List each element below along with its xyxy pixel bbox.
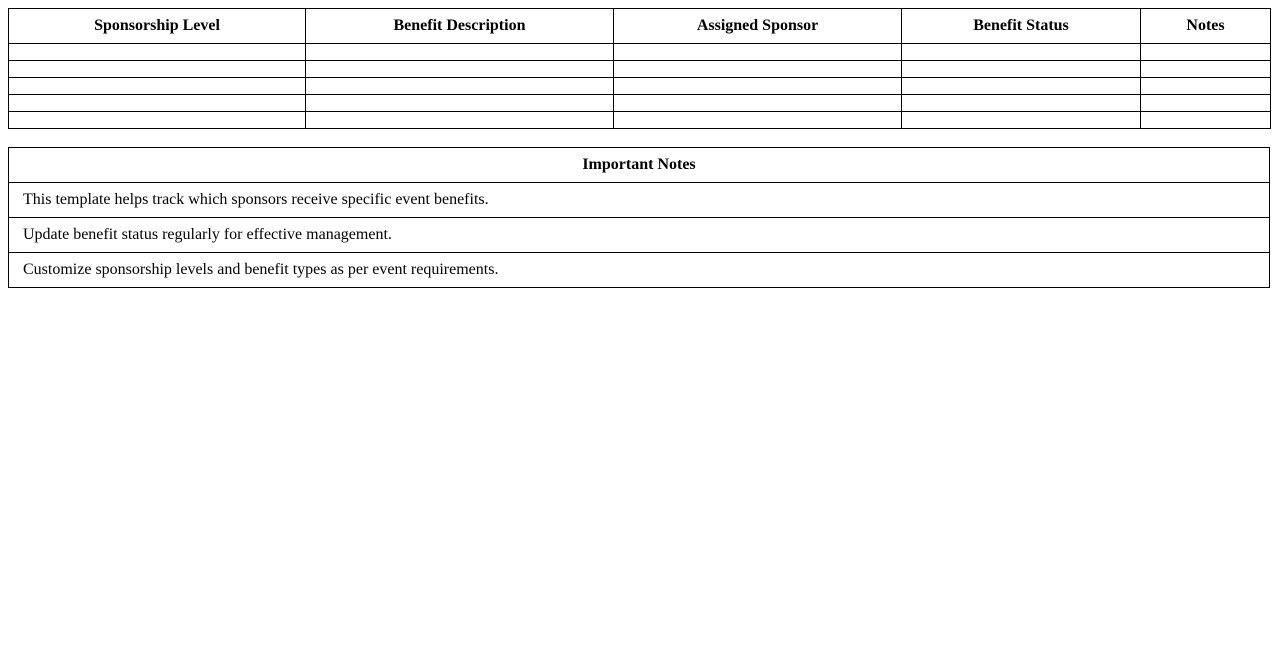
important-notes-title: Important Notes: [9, 148, 1270, 183]
cell-notes[interactable]: [1141, 78, 1271, 95]
cell-assigned-sponsor[interactable]: [614, 44, 902, 61]
cell-benefit-description[interactable]: [306, 95, 614, 112]
table-row: [9, 61, 1271, 78]
note-item: This template helps track which sponsors receive specific event benefits.: [9, 183, 1270, 218]
cell-notes[interactable]: [1141, 61, 1271, 78]
cell-benefit-status[interactable]: [902, 78, 1141, 95]
cell-assigned-sponsor[interactable]: [614, 78, 902, 95]
cell-benefit-description[interactable]: [306, 61, 614, 78]
table-row: [9, 95, 1271, 112]
cell-benefit-status[interactable]: [902, 61, 1141, 78]
column-header-benefit-status: Benefit Status: [902, 9, 1141, 44]
important-notes-table: [8, 147, 1270, 288]
note-item: Customize sponsorship levels and benefit types as per event requirements.: [9, 253, 1270, 288]
notes-header-row: [9, 148, 1270, 183]
cell-benefit-description[interactable]: [306, 44, 614, 61]
cell-notes[interactable]: [1141, 44, 1271, 61]
column-header-sponsorship-level: Sponsorship Level: [9, 9, 306, 44]
cell-sponsorship-level[interactable]: [9, 112, 306, 129]
cell-sponsorship-level[interactable]: [9, 78, 306, 95]
cell-assigned-sponsor[interactable]: [614, 95, 902, 112]
column-header-notes: Notes: [1141, 9, 1271, 44]
note-row: [9, 183, 1270, 218]
note-row: [9, 218, 1270, 253]
table-header-row: [9, 9, 1271, 44]
cell-benefit-description[interactable]: [306, 78, 614, 95]
sponsorship-benefits-table: [8, 8, 1271, 129]
cell-assigned-sponsor[interactable]: [614, 61, 902, 78]
cell-benefit-status[interactable]: [902, 95, 1141, 112]
note-row: [9, 253, 1270, 288]
cell-notes[interactable]: [1141, 112, 1271, 129]
cell-benefit-status[interactable]: [902, 44, 1141, 61]
cell-benefit-status[interactable]: [902, 112, 1141, 129]
cell-notes[interactable]: [1141, 95, 1271, 112]
table-row: [9, 44, 1271, 61]
column-header-assigned-sponsor: Assigned Sponsor: [614, 9, 902, 44]
cell-sponsorship-level[interactable]: [9, 44, 306, 61]
table-row: [9, 78, 1271, 95]
table-row: [9, 112, 1271, 129]
cell-assigned-sponsor[interactable]: [614, 112, 902, 129]
cell-sponsorship-level[interactable]: [9, 61, 306, 78]
cell-benefit-description[interactable]: [306, 112, 614, 129]
note-item: Update benefit status regularly for effective management.: [9, 218, 1270, 253]
column-header-benefit-description: Benefit Description: [306, 9, 614, 44]
cell-sponsorship-level[interactable]: [9, 95, 306, 112]
